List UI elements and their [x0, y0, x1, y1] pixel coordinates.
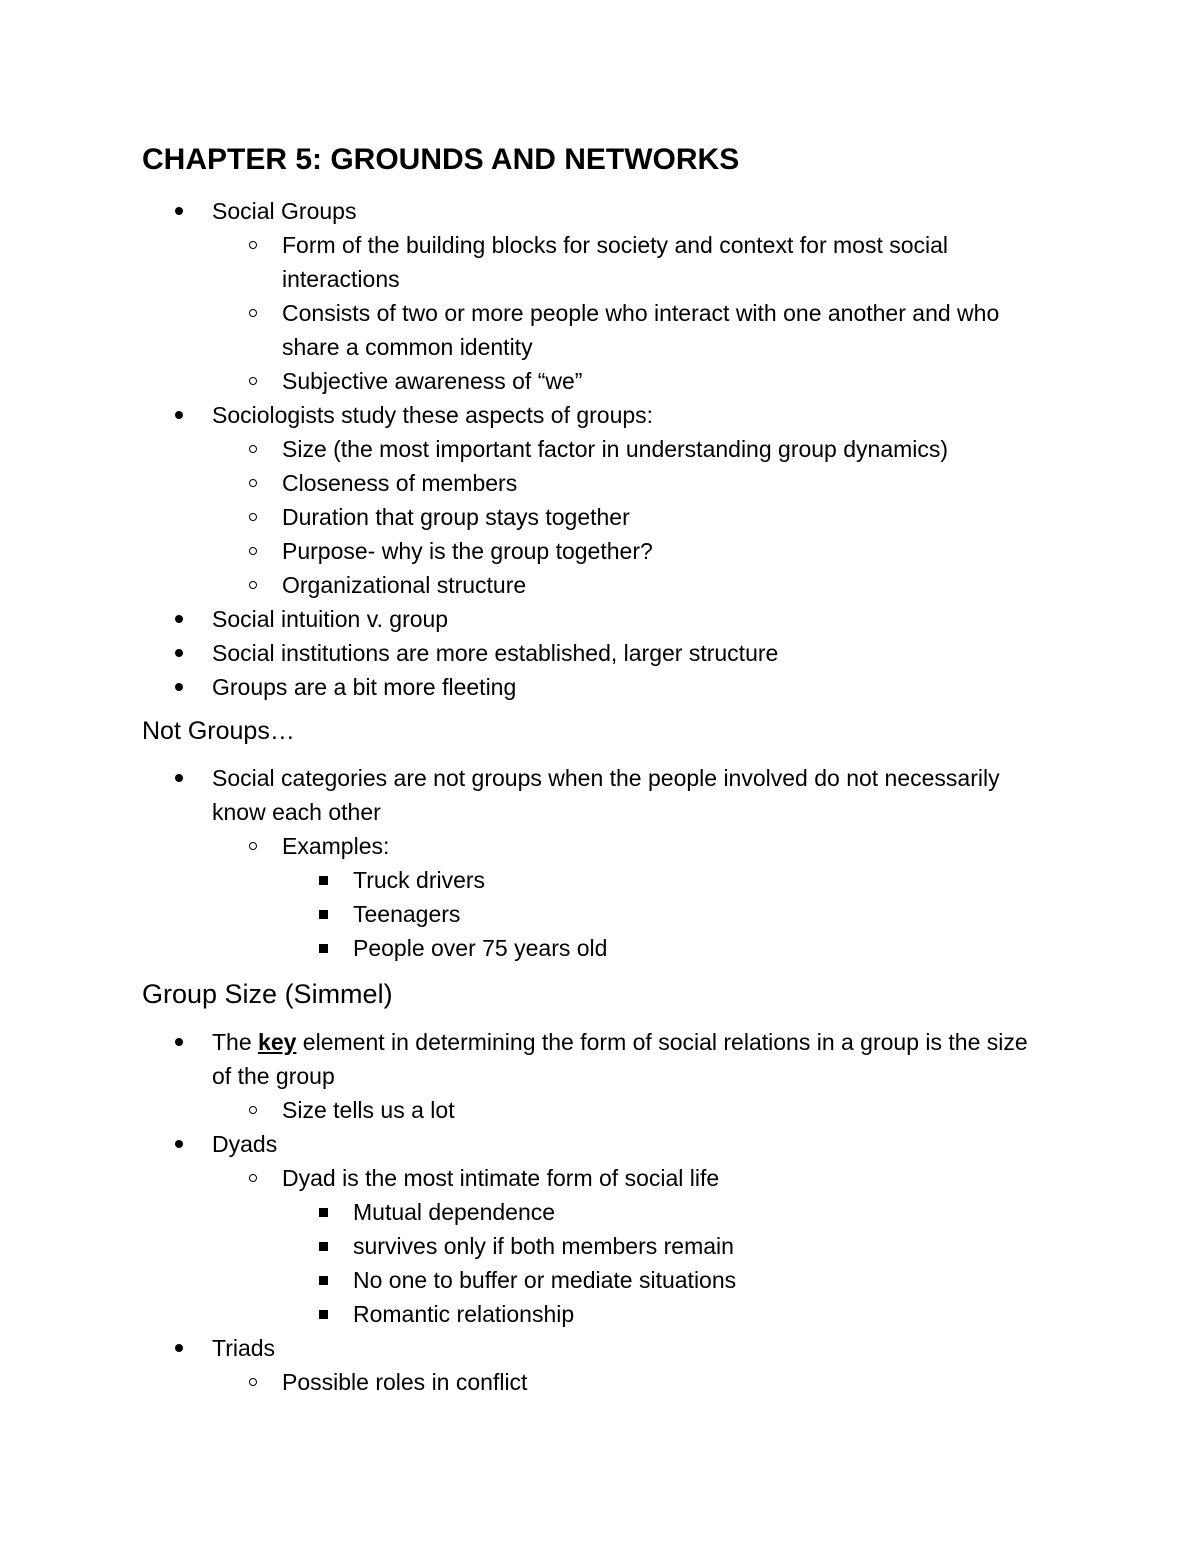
group-size-list [0, 1025, 1200, 1399]
sub-list [212, 228, 1042, 398]
list-item [353, 1297, 1043, 1331]
bullet-circle-icon [246, 829, 260, 863]
list-item-text: Romantic relationship [353, 1301, 575, 1327]
list-item-text: Social Groups [212, 198, 357, 224]
list-item [353, 1263, 1043, 1297]
key-emphasis: key [258, 1029, 297, 1055]
list-item [212, 670, 1042, 704]
bullet-square-icon [316, 1263, 330, 1297]
list-item [282, 364, 1042, 398]
list-item-text: Purpose- why is the group together? [282, 538, 653, 564]
bullet-square-icon [316, 863, 330, 897]
sub-list [212, 1093, 1042, 1127]
list-item [282, 432, 1042, 466]
list-item [282, 1161, 1042, 1331]
not-groups-heading: Not Groups… [142, 717, 295, 745]
bullet-square-icon [316, 1297, 330, 1331]
list-item [353, 1229, 1043, 1263]
list-item [212, 1331, 1042, 1399]
list-item-text: Triads [212, 1335, 276, 1361]
sub-sub-list [282, 863, 1042, 965]
bullet-square-icon [316, 1229, 330, 1263]
list-item-text: Dyads [212, 1131, 278, 1157]
list-item-text-after: element in determining the form of social relations in a group is the size of the group [212, 1029, 1028, 1089]
bullet-disc-icon [172, 636, 186, 670]
list-item [282, 1365, 1042, 1399]
list-item [353, 897, 1043, 931]
list-item-text: Sociologists study these aspects of groups: [212, 402, 654, 428]
list-item-text: Social institutions are more established, larger structure [212, 640, 779, 666]
list-item [282, 500, 1042, 534]
group-size-heading: Group Size (Simmel) [142, 979, 393, 1009]
list-item-text: Possible roles in conflict [282, 1369, 528, 1395]
list-item-text: Closeness of members [282, 470, 518, 496]
bullet-disc-icon [172, 398, 186, 432]
bullet-disc-icon [172, 1025, 186, 1059]
bullet-circle-icon [246, 1161, 260, 1195]
list-item [353, 1195, 1043, 1229]
list-item [282, 1093, 1042, 1127]
bullet-disc-icon [172, 194, 186, 228]
sub-list [212, 829, 1042, 965]
bullet-square-icon [316, 897, 330, 931]
list-item [212, 1127, 1042, 1331]
bullet-circle-icon [246, 432, 260, 466]
list-item [353, 863, 1043, 897]
list-item-text: Examples: [282, 833, 390, 859]
list-item-text: Subjective awareness of “we” [282, 368, 583, 394]
social-groups-list [0, 194, 1200, 704]
bullet-circle-icon [246, 466, 260, 500]
list-item-text: Truck drivers [353, 867, 486, 893]
list-item [282, 296, 1042, 364]
bullet-disc-icon [172, 1331, 186, 1365]
list-item [212, 398, 1042, 602]
list-item [212, 602, 1042, 636]
bullet-square-icon [316, 931, 330, 965]
list-item [282, 534, 1042, 568]
list-item [212, 1025, 1042, 1127]
bullet-circle-icon [246, 500, 260, 534]
list-item [282, 829, 1042, 965]
bullet-circle-icon [246, 364, 260, 398]
list-item-text: Consists of two or more people who interact with one another and who share a common identity [282, 300, 1000, 360]
bullet-circle-icon [246, 568, 260, 602]
bullet-disc-icon [172, 602, 186, 636]
bullet-circle-icon [246, 534, 260, 568]
list-item [282, 228, 1042, 296]
list-item [212, 194, 1042, 398]
bullet-disc-icon [172, 670, 186, 704]
list-item-text: Teenagers [353, 901, 461, 927]
list-item-text: Duration that group stays together [282, 504, 630, 530]
list-item-text-before: The [212, 1029, 259, 1055]
bullet-circle-icon [246, 296, 260, 330]
list-item [282, 568, 1042, 602]
list-item-text: Form of the building blocks for society and context for most social interactions [282, 232, 949, 292]
list-item-text: Size (the most important factor in understanding group dynamics) [282, 436, 949, 462]
bullet-circle-icon [246, 1365, 260, 1399]
page-title: CHAPTER 5: GROUNDS AND NETWORKS [142, 143, 740, 176]
bullet-disc-icon [172, 761, 186, 795]
not-groups-list [0, 761, 1200, 965]
list-item-text: Social categories are not groups when the people involved do not necessarily know each other [212, 765, 1000, 825]
list-item [212, 636, 1042, 670]
list-item-text: No one to buffer or mediate situations [353, 1267, 737, 1293]
list-item-text: Mutual dependence [353, 1199, 556, 1225]
sub-sub-list [282, 1195, 1042, 1331]
list-item [282, 466, 1042, 500]
list-item [353, 931, 1043, 965]
sub-list [212, 1365, 1042, 1399]
list-item-text: Organizational structure [282, 572, 527, 598]
list-item-text: Social intuition v. group [212, 606, 449, 632]
list-item-text: survives only if both members remain [353, 1233, 734, 1259]
bullet-circle-icon [246, 228, 260, 262]
bullet-disc-icon [172, 1127, 186, 1161]
sub-list [212, 1161, 1042, 1331]
bullet-square-icon [316, 1195, 330, 1229]
list-item-text: People over 75 years old [353, 935, 608, 961]
list-item-text: Groups are a bit more fleeting [212, 674, 517, 700]
list-item-text: Size tells us a lot [282, 1097, 455, 1123]
bullet-circle-icon [246, 1093, 260, 1127]
list-item-text: Dyad is the most intimate form of social life [282, 1165, 720, 1191]
list-item [212, 761, 1042, 965]
sub-list [212, 432, 1042, 602]
